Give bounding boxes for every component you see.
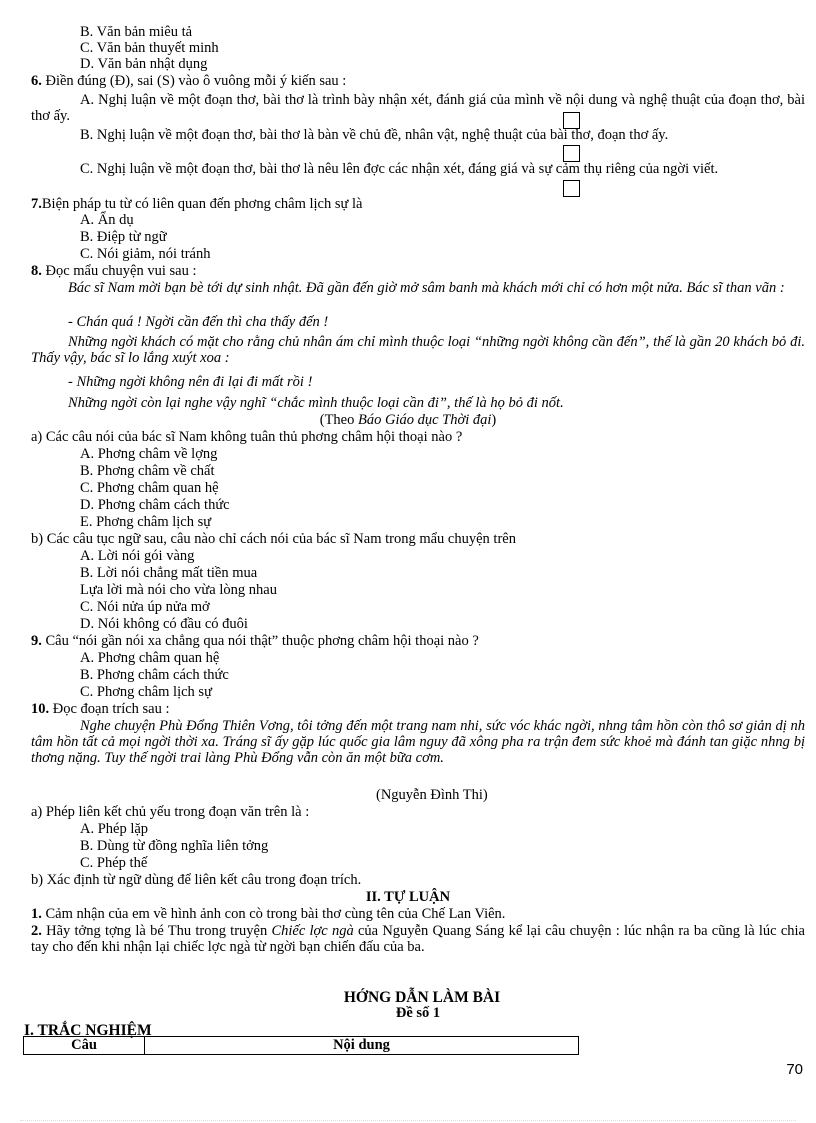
q8-a-option-a: A. Phơng châm về lợng [80,446,218,462]
q8-story-line-5: Những ngời còn lại nghe vậy nghĩ “chắc mình thuộc loại cần đi”, thế là họ bỏ đi nốt. [68,395,564,411]
q8-a-option-b: B. Phơng châm về chất [80,463,215,479]
q7-stem: Biện pháp tu từ có liên quan đến phơng châm lịch sự là [41,196,363,212]
q6-item-c: C. Nghị luận về một đoạn thơ, bài thơ là nêu lên đợc các nhận xét, đáng giá và sự cảm thụ riêng của ngời viết. [80,161,719,177]
q8-story-paragraph-3: Những ngời khách có mặt cho rằng chủ nhân ám chỉ mình thuộc loại “những ngời không cần đến”, thế là gần 20 khách bỏ đi. Thấy vậy, bác sĩ lo lắng xuýt xoa : [31,334,805,366]
q6-item-b: B. Nghị luận về một đoạn thơ, bài thơ là bàn về chủ đề, nhân vật, nghệ thuật của bài thơ, đoạn thơ ấy. [80,127,669,143]
q8-part-b: b) Các câu tục ngữ sau, câu nào chỉ cách nói của bác sĩ Nam trong mẩu chuyện trên [31,531,516,547]
q6-answer-box-b[interactable] [563,145,580,162]
q8-part-a: a) Các câu nói của bác sĩ Nam không tuân thủ phơng châm hội thoại nào ? [31,429,463,445]
q10-a-option-a: A. Phép lặp [80,821,149,837]
q7-number: 7. [31,196,42,212]
q9-number: 9. [31,633,42,649]
q8-a-option-c: C. Phơng châm quan hệ [80,480,219,496]
q6-item-a: A. Nghị luận về một đoạn thơ, bài thơ là trình bày nhận xét, đánh giá của mình về nội dung và nghệ thuật của đoạn thơ, bài thơ ấy. [31,92,805,124]
q8-a-option-d: D. Phơng châm cách thức [80,497,230,513]
q10-stem: Đọc đoạn trích sau : [52,701,170,717]
q8-source: (Theo Báo Giáo dục Thời đại) [319,412,497,428]
q10-a-option-b: B. Dùng từ đồng nghĩa liên tởng [80,838,269,854]
q10-passage: Nghe chuyện Phù Đổng Thiên Vơng, tôi tởng đến một trang nam nhi, sức vóc khác ngời, nhng tâm hồn còn thô sơ giản dị nh tâm hồn tất cả mọi ngời thời xa. Tráng sĩ ấy gặp lúc quốc gia lâm nguy đã xông pha ra trận đem sức khoẻ mà đánh tan giặc nhng bị thơng nặng. Tuy thế ngời trai làng Phù Đổng vẫn còn ăn một bữa cơm. [31,718,805,766]
q6-answer-box-c[interactable] [563,180,580,197]
q8-b-option-d: D. Nói không có đầu có đuôi [80,616,248,632]
q7-option-a: A. Ẩn dụ [80,212,134,228]
q8-number: 8. [31,263,42,279]
page-footer-divider [20,1120,796,1121]
q10-stem-line [31,701,170,717]
q5-option-c: C. Văn bản thuyết minh [80,40,219,56]
q7-stem-line [31,196,362,212]
q10-number: 10. [31,701,50,717]
q10-part-b: b) Xác định từ ngữ dùng để liên kết câu trong đoạn trích. [31,872,362,888]
q7-option-b: B. Điệp từ ngữ [80,229,167,245]
q6-number: 6. [31,73,42,89]
q5-option-d: D. Văn bản nhật dụng [80,56,208,72]
guide-title: HỚNG DẪN LÀM BÀI [343,989,501,1006]
q8-source-title: Báo Giáo dục Thời đại [358,412,492,428]
q8-story-line-4: - Những ngời không nên đi lại đi mất rồi ! [68,374,313,390]
q6-stem: Điền đúng (Đ), sai (S) vào ô vuông mỗi ý kiến sau : [45,73,347,89]
q5-option-b: B. Văn bản miêu tả [80,24,193,40]
answer-table [23,1036,579,1055]
q9-option-b: B. Phơng châm cách thức [80,667,229,683]
q7-option-c: C. Nói giảm, nói tránh [80,246,211,262]
q6-stem-line [31,73,346,89]
q10-source: (Nguyễn Đình Thi) [376,787,488,803]
q10-part-a: a) Phép liên kết chủ yếu trong đoạn văn trên là : [31,804,310,820]
q9-option-c: C. Phơng châm lịch sự [80,684,212,700]
page-number: 70 [786,1061,803,1078]
q8-b-option-b-cont: Lựa lời mà nói cho vừa lòng nhau [80,582,277,598]
essay-question-2: 2. Hãy tởng tợng là bé Thu trong truyện Chiếc lợc ngà của Nguyễn Quang Sáng kể lại câu chuyện : lúc nhận ra ba cũng là lúc chia tay cho đến khi nhận lại chiếc lợc ngà từ ngời bạn chiến đấu của ba. [31,923,805,955]
q8-b-option-b: B. Lời nói chẳng mất tiền mua [80,565,258,581]
guide-subtitle: Đề số 1 [395,1005,441,1021]
section-1-heading: I. TRẮC NGHIỆM [24,1022,152,1039]
header-cell-question: Câu [24,1037,145,1055]
q8-story-paragraph-1: Bác sĩ Nam mời bạn bè tới dự sinh nhật. Đã gần đến giờ mở sâm banh mà khách mới chỉ có hơn một nửa. Bác sĩ than vãn : [68,280,785,296]
q8-b-option-a: A. Lời nói gói vàng [80,548,195,564]
section-2-heading: II. TỰ LUẬN [365,889,451,905]
essay-question-1: 1. Cảm nhận của em về hình ảnh con cò trong bài thơ cùng tên của Chế Lan Viên. [31,906,506,922]
q8-story-line-2: - Chán quá ! Ngời cần đến thì cha thấy đến ! [68,314,329,330]
answer-table-header-row [24,1037,579,1055]
q8-stem-line [31,263,197,279]
q9-option-a: A. Phơng châm quan hệ [80,650,220,666]
q8-stem: Đọc mẩu chuyện vui sau : [45,263,197,279]
q10-a-option-c: C. Phép thế [80,855,148,871]
q9-stem-line [31,633,479,649]
header-cell-content: Nội dung [145,1037,579,1055]
q8-a-option-e: E. Phơng châm lịch sự [80,514,212,530]
q8-b-option-c: C. Nói nửa úp nửa mở [80,599,210,615]
q9-stem: Câu “nói gần nói xa chẳng qua nói thật” thuộc phơng châm hội thoại nào ? [45,633,479,649]
